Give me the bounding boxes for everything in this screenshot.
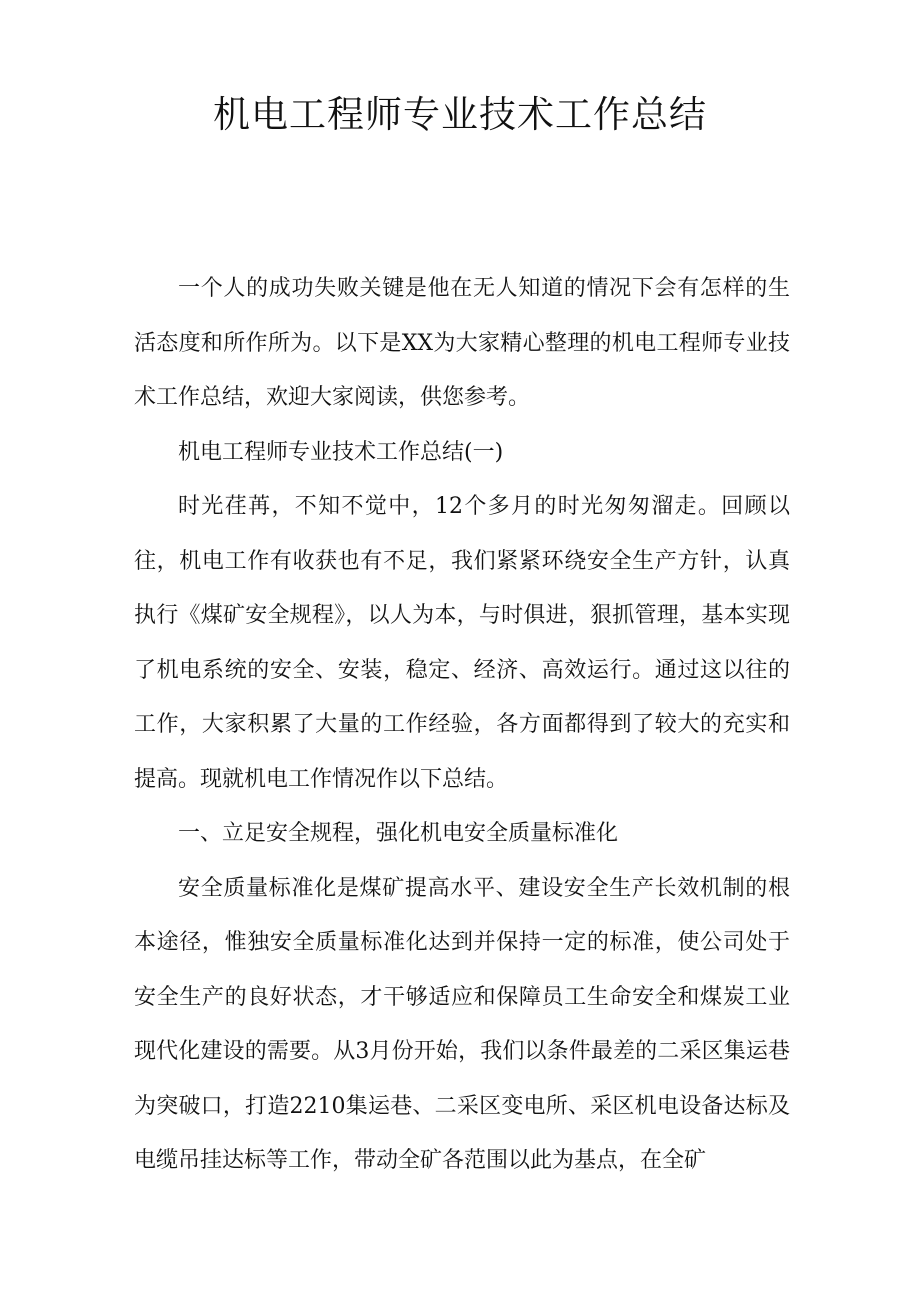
section-heading-part-one: 机电工程师专业技术工作总结(一) (178, 439, 504, 465)
document-body (134, 262, 790, 1189)
document-title: 机电工程师专业技术工作总结 (213, 93, 707, 136)
body-paragraph: 时光荏苒，不知不觉中，12个多月的时光匆匆溜走。回顾以往，机电工作有收获也有不足，我们紧紧环绕安全生产方针，认真执行《煤矿安全规程》，以人为本，与时俱进，狠抓管理，基本实现了机电系统的安全、安装，稳定、经济、高效运行。通过这以往的工作，大家积累了大量的工作经验，各方面都得到了较大的充实和提高。现就机电工作情况作以下总结。 (134, 494, 790, 792)
subsection-heading: 一、立足安全规程，强化机电安全质量标准化 (178, 821, 619, 846)
body-paragraph: 安全质量标准化是煤矿提高水平、建设安全生产长效机制的根本途径，惟独安全质量标准化达到并保持一定的标准，使公司处于安全生产的良好状态，才干够适应和保障员工生命安全和煤炭工业现代化建设的需要。从3月份开始，我们以条件最差的二采区集运巷为突破口，打造2210集运巷、二采区变电所、采区机电设备达标及电缆吊挂达标等工作，带动全矿各范围以此为基点，在全矿 (134, 875, 790, 1173)
intro-paragraph: 一个人的成功失败关键是他在无人知道的情况下会有怎样的生活态度和所作所为。以下是XX为大家精心整理的机电工程师专业技术工作总结，欢迎大家阅读，供您参考。 (134, 276, 790, 410)
